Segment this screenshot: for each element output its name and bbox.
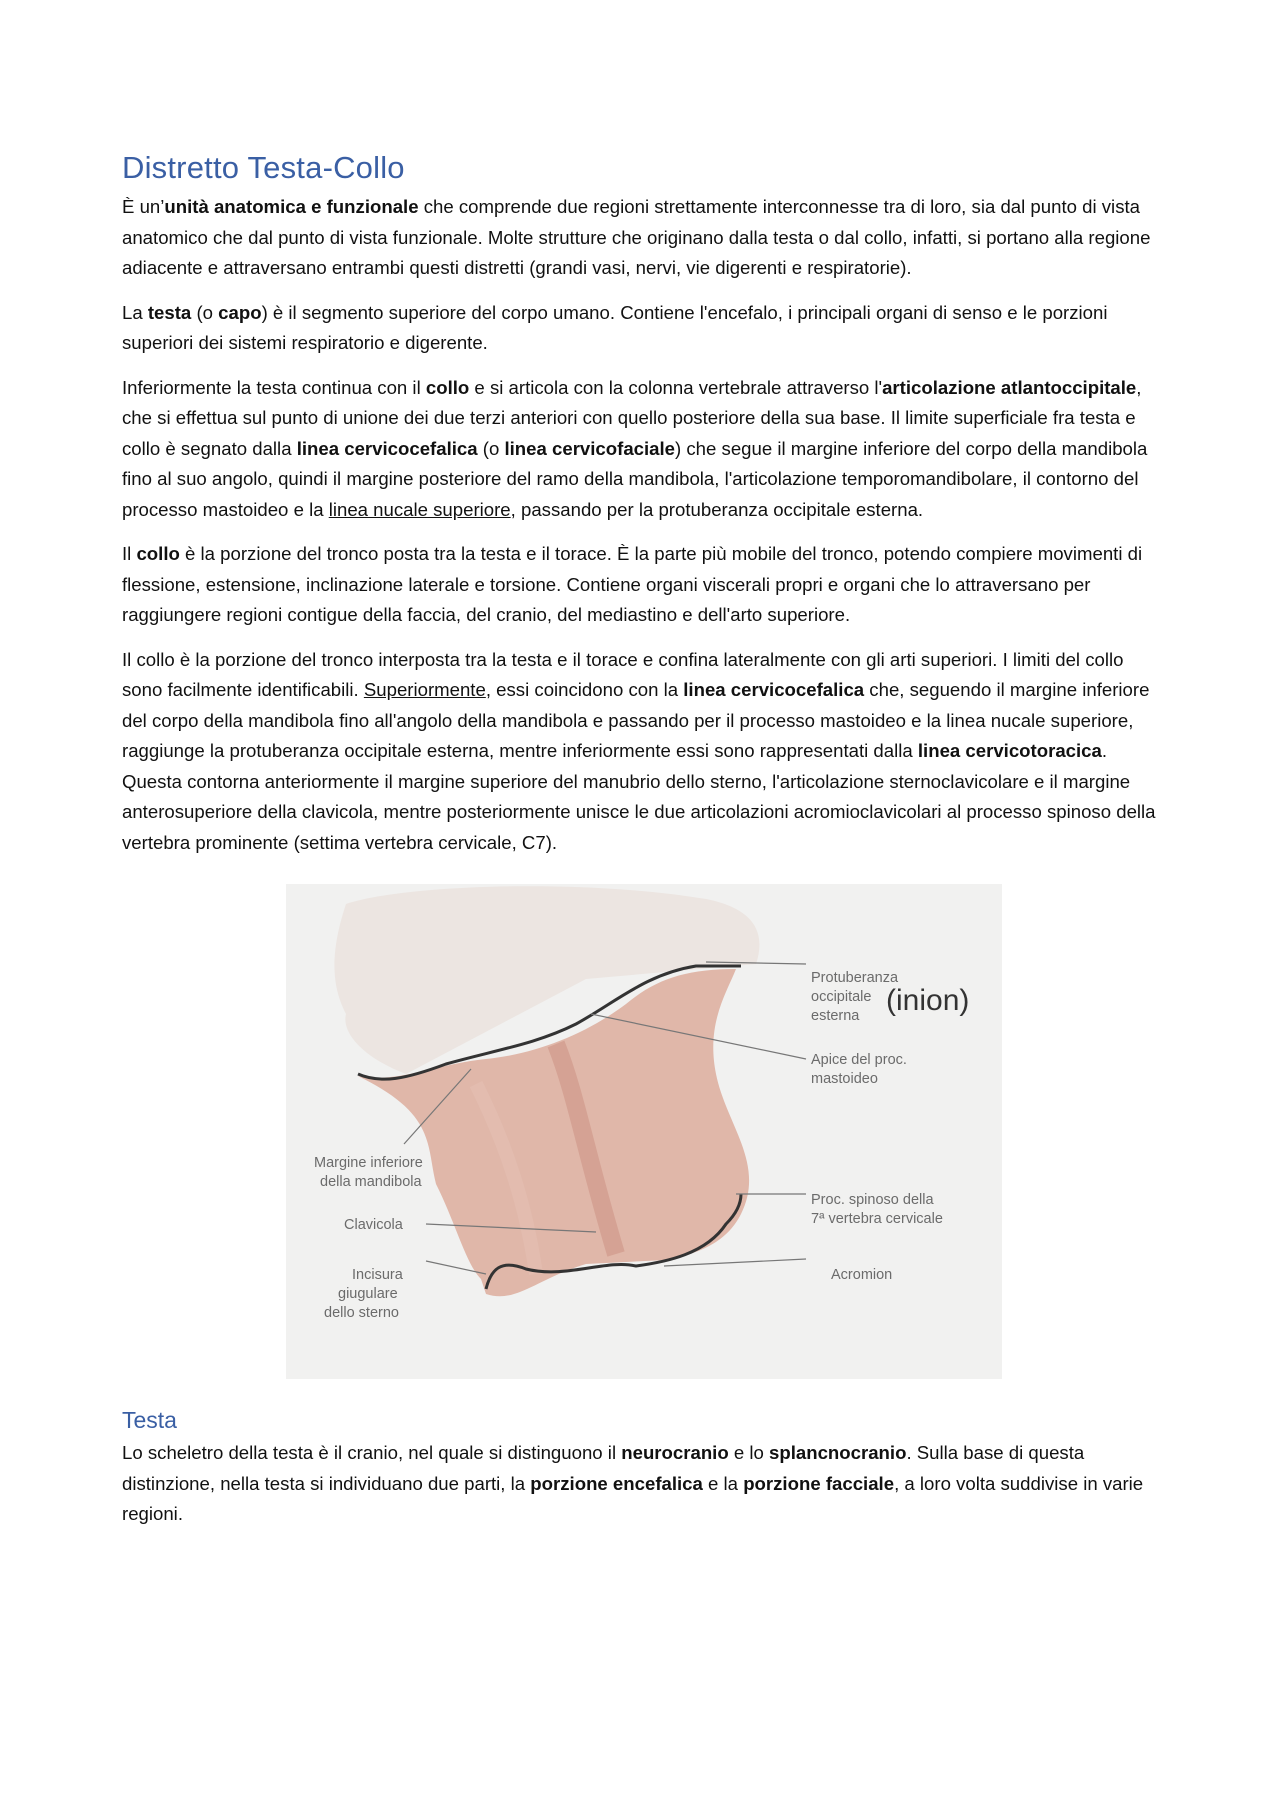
paragraph-scheletro: Lo scheletro della testa è il cranio, nel quale si distinguono il neurocranio e lo splancnocranio. Sulla base di questa distinzione, nella testa si individuano due parti, la porzione encefalica e la porzione facciale, a loro volta suddivise in varie regioni.	[122, 1442, 1144, 1524]
label-apice-2: mastoideo	[811, 1071, 878, 1087]
page-title: Distretto Testa-Collo	[122, 150, 405, 185]
label-protuberanza-1: Protuberanza	[811, 970, 899, 986]
label-incisura-1: Incisura	[352, 1267, 403, 1283]
document-page	[122, 150, 1166, 1544]
label-protuberanza-3: esterna	[811, 1008, 860, 1024]
label-inion: (inion)	[886, 984, 970, 1017]
label-acromion: Acromion	[831, 1267, 893, 1283]
label-apice-1: Apice del proc.	[811, 1052, 907, 1068]
paragraph-testa: La testa (o capo) è il segmento superiore del corpo umano. Contiene l'encefalo, i principali organi di senso e le porzioni superiori dei sistemi respiratorio e digerente.	[122, 301, 1108, 353]
label-margine-1: Margine inferiore	[314, 1155, 423, 1171]
paragraph-intro: È un’unità anatomica e funzionale che comprende due regioni strettamente interconnesse tra di loro, sia dal punto di vista anatomico che dal punto di vista funzionale. Molte strutture che originano dalla testa o dal collo, infatti, si portano alla regione adiacente e attraversano entrambi questi distretti (grandi vasi, nervi, vie digerenti e respiratorie).	[122, 196, 1151, 278]
leader-acromion	[664, 1259, 806, 1266]
label-spinoso-2: 7ª vertebra cervicale	[811, 1211, 943, 1227]
label-incisura-3: dello sterno	[324, 1305, 399, 1321]
label-clavicola: Clavicola	[344, 1217, 403, 1233]
section-title-testa: Testa	[122, 1407, 177, 1433]
paragraph-limiti-collo: Il collo è la porzione del tronco interposta tra la testa e il torace e confina lateralmente con gli arti superiori. I limiti del collo sono facilmente identificabili. Superiormente, essi coincidono con la linea cervicocefalica che, seguendo il margine inferiore del corpo della mandibola fino all'angolo della mandibola e passando per il processo mastoideo e la linea nucale superiore, raggiunge la protuberanza occipitale esterna, mentre inferiormente essi sono rappresentati dalla linea cervicotoracica. Questa contorna anteriormente il margine superiore del manubrio dello sterno, l'articolazione sternoclavicolare e il margine anterosuperiore della clavicola, mentre posteriormente unisce le due articolazioni acromioclavicolari al processo spinoso della vertebra prominente (settima vertebra cervicale, C7).	[122, 648, 1156, 853]
neck-anatomy-figure	[286, 884, 1002, 1379]
paragraph-collo: Il collo è la porzione del tronco posta tra la testa e il torace. È la parte più mobile del tronco, potendo compiere movimenti di flessione, estensione, inclinazione laterale e torsione. Contiene organi viscerali propri e organi che lo attraversano per raggiungere regioni contigue della faccia, del cranio, del mediastino e dell'arto superiore.	[122, 543, 1143, 625]
label-spinoso-1: Proc. spinoso della	[811, 1192, 934, 1208]
label-incisura-2: giugulare	[338, 1286, 398, 1302]
paragraph-limite: Inferiormente la testa continua con il collo e si articola con la colonna vertebrale attraverso l'articolazione atlantoccipitale, che si effettua sul punto di unione dei due terzi anteriori con quello posteriore della sua base. Il limite superficiale fra testa e collo è segnato dalla linea cervicocefalica (o linea cervicofaciale) che segue il margine inferiore del corpo della mandibola fino al suo angolo, quindi il margine posteriore del ramo della mandibola, l'articolazione temporomandibolare, il contorno del processo mastoideo e la linea nucale superiore, passando per la protuberanza occipitale esterna.	[122, 376, 1148, 520]
neck-illustration	[286, 884, 1002, 1379]
label-protuberanza-2: occipitale	[811, 989, 872, 1005]
label-margine-2: della mandibola	[320, 1174, 422, 1190]
